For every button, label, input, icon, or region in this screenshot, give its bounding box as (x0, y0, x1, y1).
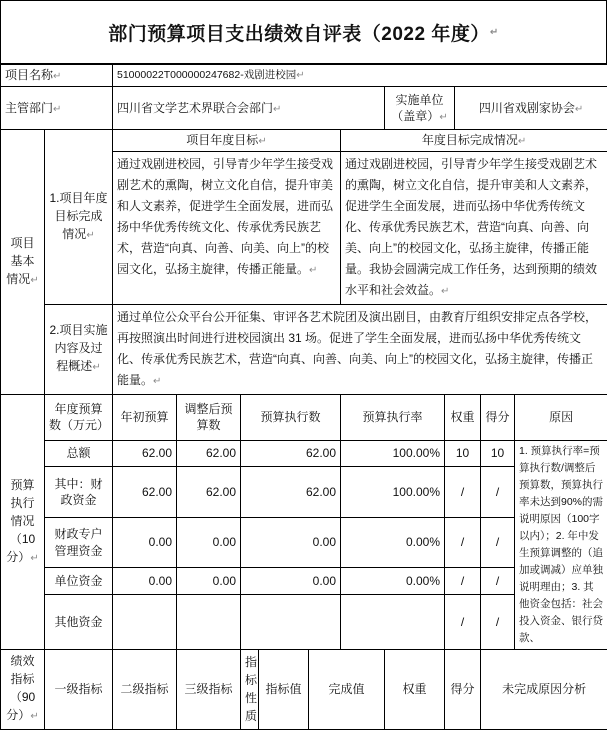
budget-adjusted: 62.00 (177, 440, 241, 467)
perf-h-score: 得分 (445, 649, 481, 729)
budget-side-label: 预算执行情况（10分） ↵ (1, 394, 45, 649)
return-mark-icon (490, 27, 499, 38)
budget-row-label: 其他资金 (45, 595, 113, 649)
budget-h-year: 年度预算数（万元） (45, 394, 113, 440)
budget-adjusted: 0.00 (177, 517, 241, 568)
budget-h-initial: 年初预算 (113, 394, 177, 440)
perf-h-level3: 三级指标 (177, 649, 241, 729)
budget-weight: / (445, 595, 481, 649)
budget-row-label: 财政专户管理资金 (45, 517, 113, 568)
budget-adjusted: 62.00 (177, 467, 241, 518)
budget-reason-text: 1. 预算执行率=预算执行数/调整后预算数，预算执行率未达到90%的需说明原因（100字以内）；2. 年中发生预算调整的（追加或调减）应单独说明理由；3. 其他资金包括：社会投入资金、银行贷款、 (515, 440, 607, 649)
budget-rate: 0.00% (341, 568, 445, 595)
implement-unit-label: 实施单位（盖章） ↵ (385, 87, 455, 130)
budget-rate (341, 595, 445, 649)
dept-label: 主管部门 ↵ (1, 87, 113, 130)
budget-score: 10 (481, 440, 515, 467)
perf-side-label: 绩效指标（90分） ↵ (1, 649, 45, 729)
goal-text: 通过戏剧进校园，引导青少年学生接受戏剧艺术的熏陶，树立文化自信，提升审美和人文素养，促进学生全面发展，进而弘扬中华优秀传统文化、传承优秀民族艺术，营造“向真、向善、向美、向上”的校园文化，弘扬主旋律，传播正能量。 ↵ (113, 151, 341, 304)
form-title-text: 部门预算项目支出绩效自评表（2022 年度） (108, 19, 490, 46)
perf-h-weight: 权重 (385, 649, 445, 729)
budget-h-score: 得分 (481, 394, 515, 440)
budget-adjusted: 0.00 (177, 568, 241, 595)
budget-executed: 62.00 (241, 467, 341, 518)
perf-h-value: 指标值 (259, 649, 309, 729)
budget-weight: / (445, 568, 481, 595)
budget-rate: 100.00% (341, 440, 445, 467)
budget-initial (113, 595, 177, 649)
budget-executed: 62.00 (241, 440, 341, 467)
budget-row-label: 单位资金 (45, 568, 113, 595)
done-text: 通过戏剧进校园，引导青少年学生接受戏剧艺术的熏陶，树立文化自信，提升审美和人文素养，促进学生全面发展，进而弘扬中华优秀传统文化、传承优秀民族艺术，营造“向真、向善、向美、向上”的校园文化，弘扬主旋律，传播正能量。我协会圆满完成工作任务，达到预期的绩效水平和社会效益。 ↵ (341, 151, 607, 304)
budget-executed: 0.00 (241, 568, 341, 595)
budget-adjusted (177, 595, 241, 649)
budget-h-reason: 原因 (515, 394, 607, 440)
perf-h-level1: 一级指标 (45, 649, 113, 729)
budget-row-label: 其中：财政资金 (45, 467, 113, 518)
perf-h-level2: 二级指标 (113, 649, 177, 729)
done-header: 年度目标完成情况 ↵ (341, 130, 607, 152)
form-title (0, 0, 607, 64)
evaluation-table (0, 64, 607, 730)
budget-weight: / (445, 467, 481, 518)
budget-rate: 100.00% (341, 467, 445, 518)
budget-h-rate: 预算执行率 (341, 394, 445, 440)
row1-label: 1.项目年度目标完成情况 ↵ (45, 130, 113, 305)
budget-h-weight: 权重 (445, 394, 481, 440)
budget-weight: 10 (445, 440, 481, 467)
basic-side-label: 项目基本情况 ↵ (1, 130, 45, 395)
budget-initial: 62.00 (113, 440, 177, 467)
perf-h-done: 完成值 (309, 649, 385, 729)
budget-score: / (481, 467, 515, 518)
row2-label: 2.项目实施内容及过程概述 ↵ (45, 304, 113, 394)
budget-initial: 0.00 (113, 568, 177, 595)
budget-initial: 62.00 (113, 467, 177, 518)
budget-executed: 0.00 (241, 517, 341, 568)
perf-h-reason: 未完成原因分析 (481, 649, 607, 729)
budget-h-executed: 预算执行数 (241, 394, 341, 440)
project-name-value: 51000022T000000247682-戏剧进校园 ↵ (113, 65, 607, 87)
budget-score: / (481, 517, 515, 568)
dept-value: 四川省文学艺术界联合会部门 ↵ (113, 87, 385, 130)
perf-h-nature: 指标性质 (241, 649, 259, 729)
budget-initial: 0.00 (113, 517, 177, 568)
budget-score: / (481, 568, 515, 595)
budget-row-label: 总额 (45, 440, 113, 467)
budget-weight: / (445, 517, 481, 568)
budget-executed (241, 595, 341, 649)
budget-h-adjusted: 调整后预算数 (177, 394, 241, 440)
project-name-label: 项目名称 ↵ (1, 65, 113, 87)
budget-score: / (481, 595, 515, 649)
goal-header: 项目年度目标 ↵ (113, 130, 341, 152)
implement-unit-value: 四川省戏剧家协会 ↵ (455, 87, 607, 130)
budget-row (1, 440, 607, 467)
budget-rate: 0.00% (341, 517, 445, 568)
impl-text: 通过单位公众平台公开征集、审评各艺术院团及演出剧目，由教育厅组织安排定点各学校，再按照演出时间进行进校园演出 31 场。促进了学生全面发展，进而弘扬中华优秀传统文化、传承优秀民族艺术，营造“向真、向善、向美、向上”的校园文化，弘扬主旋律，传播正能量。 ↵ (113, 304, 607, 394)
